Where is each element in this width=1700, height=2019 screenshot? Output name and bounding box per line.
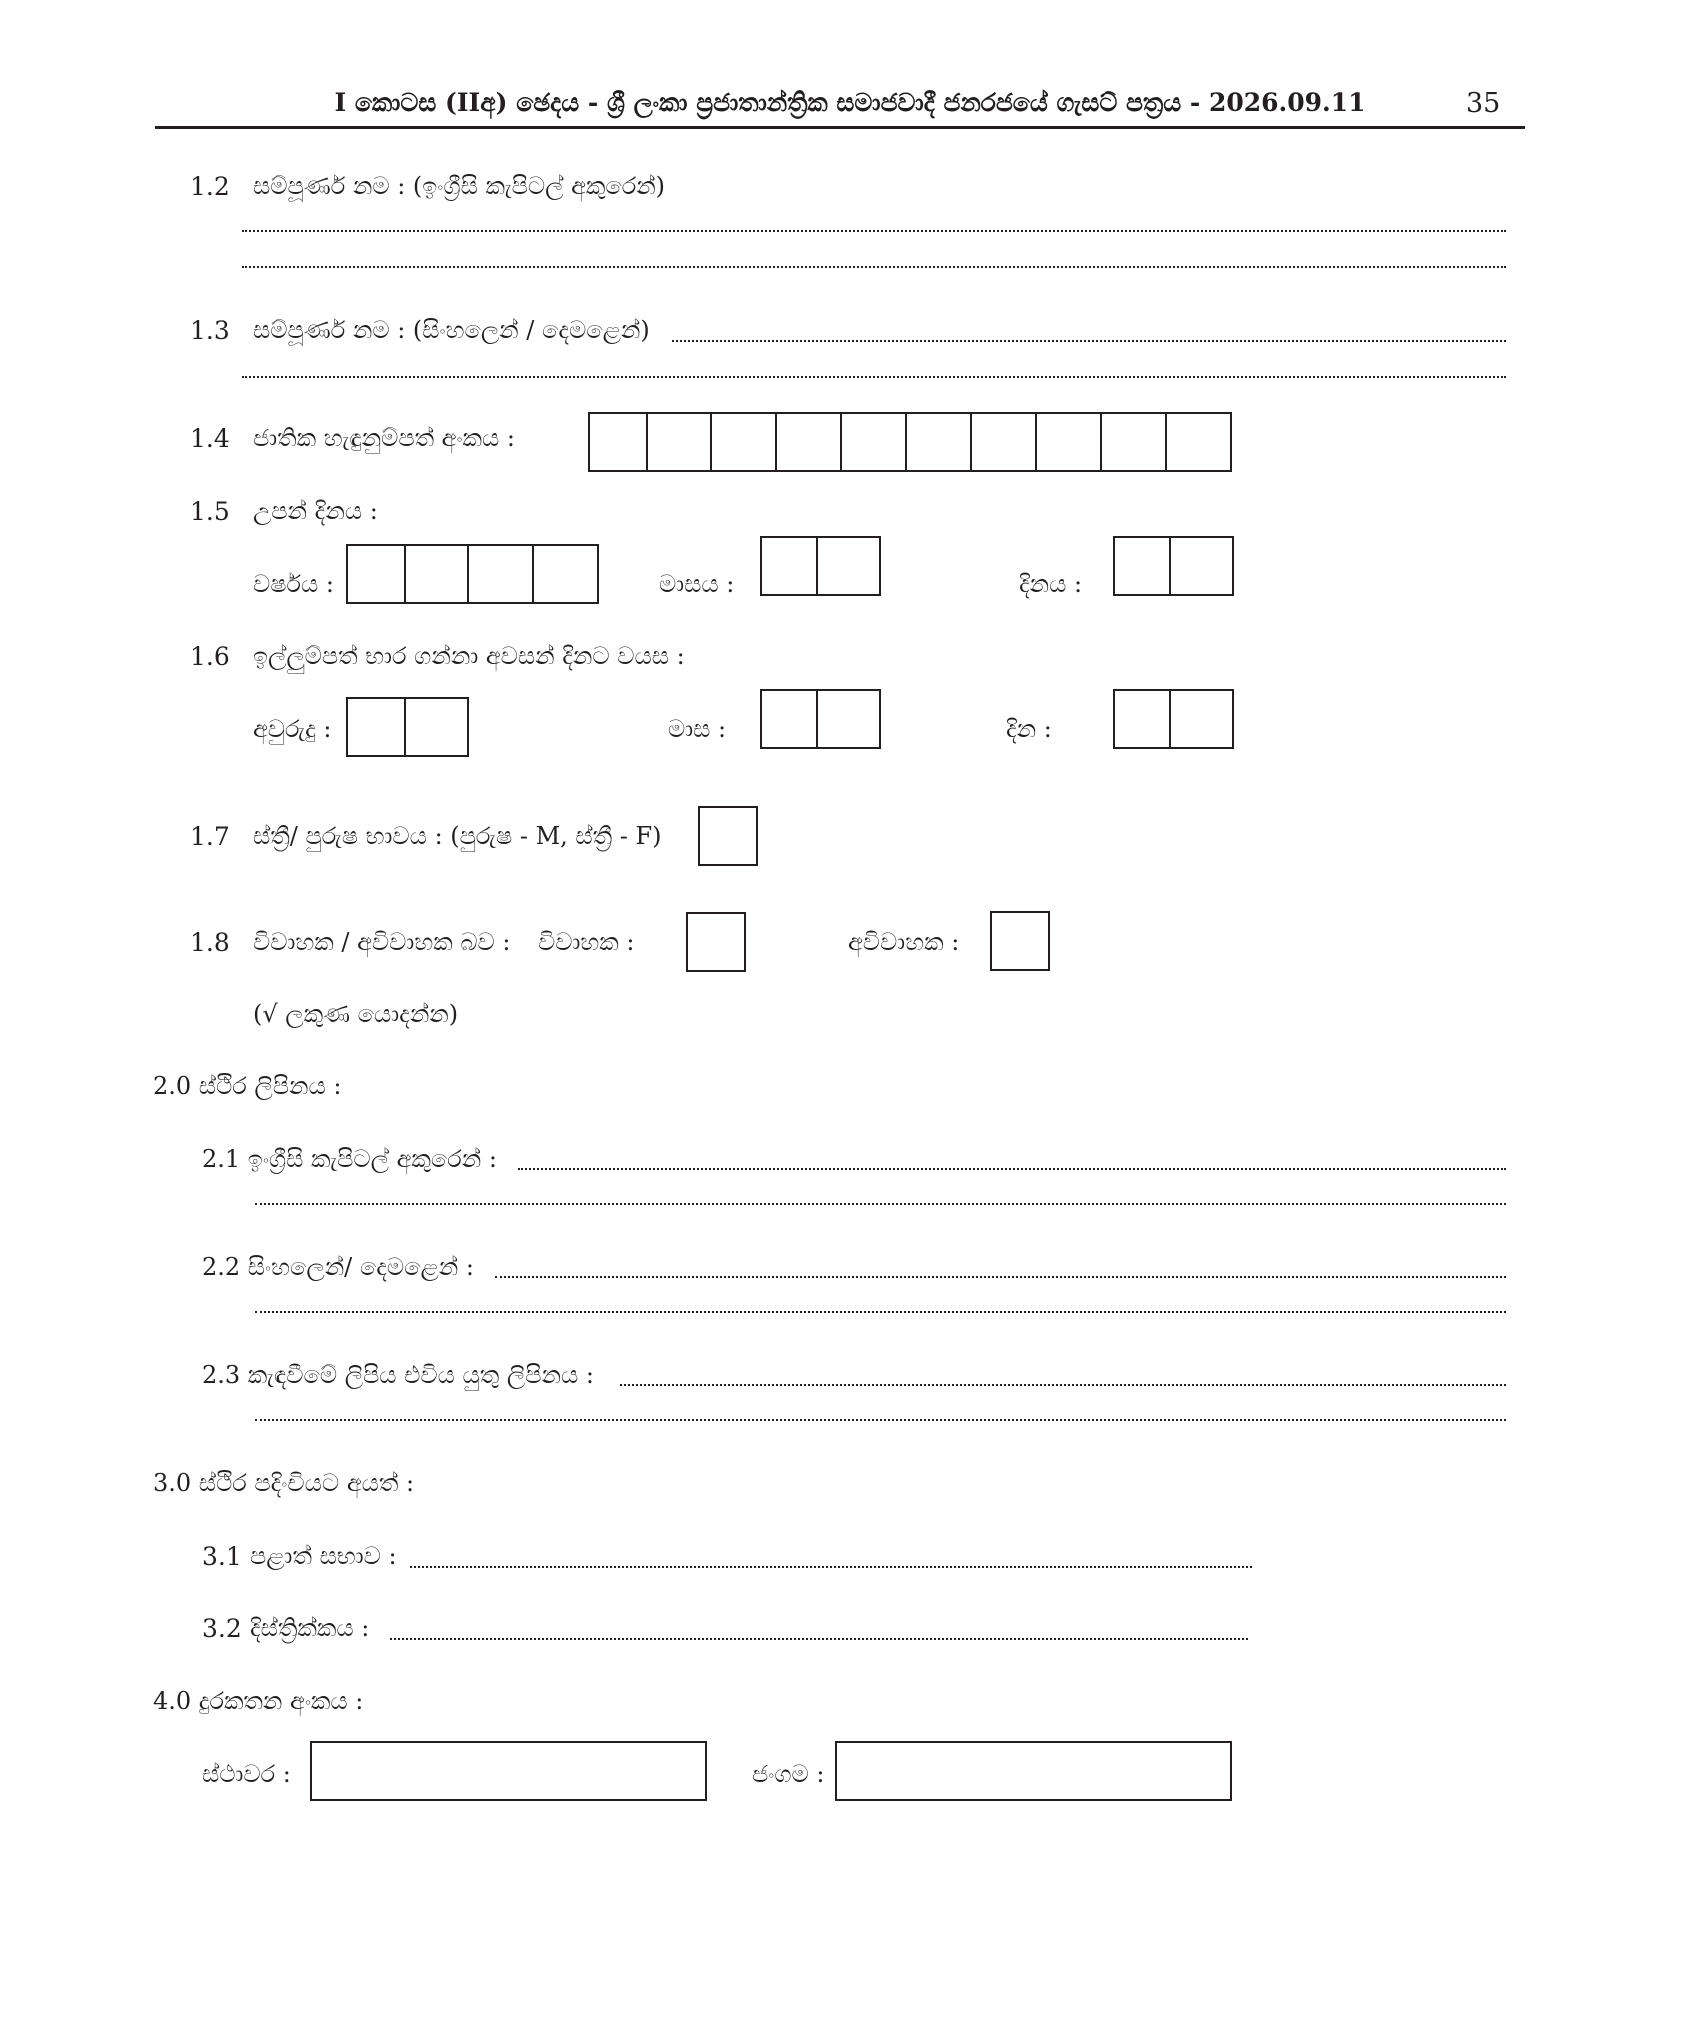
age-years-digit-box[interactable] — [346, 697, 406, 757]
gender-box[interactable] — [698, 806, 758, 866]
married-label: විවාහක : — [538, 928, 635, 956]
provincial-council-label: පළාත් සභාව : — [250, 1542, 397, 1570]
fixed-line-label: ස්ථාවර : — [202, 1760, 291, 1788]
district-line[interactable] — [390, 1638, 1248, 1640]
nic-digit-box[interactable] — [710, 412, 777, 472]
full-name-english-line-1[interactable] — [242, 230, 1506, 232]
nic-digit-box[interactable] — [588, 412, 648, 472]
mobile-input-box[interactable] — [835, 1741, 1232, 1801]
item-number-3-1: 3.1 — [202, 1542, 242, 1571]
address-english-label: 2.1 ඉංග්‍රීසි කැපිටල් අකුරෙන් : — [202, 1145, 497, 1173]
date-of-birth-label: උපන් දිනය : — [253, 497, 378, 525]
age-days-boxes — [1113, 689, 1234, 749]
address-sinhala-tamil-line-2[interactable] — [255, 1311, 1506, 1313]
dob-month-digit-box[interactable] — [816, 536, 881, 596]
married-checkbox[interactable] — [686, 912, 746, 972]
item-number-1-8: 1.8 — [190, 928, 230, 957]
dob-year-digit-box[interactable] — [404, 544, 469, 604]
dob-day-digit-box[interactable] — [1169, 536, 1234, 596]
dob-month-digit-box[interactable] — [760, 536, 818, 596]
permanent-residence-heading: 3.0 ස්ථිර පදිංචියට අයත් : — [153, 1469, 415, 1497]
tick-mark-note: (√ ලකුණ යොදන්න) — [253, 1000, 459, 1028]
full-name-english-line-2[interactable] — [242, 266, 1506, 268]
dob-day-digit-box[interactable] — [1113, 536, 1171, 596]
address-sinhala-tamil-label: 2.2 සිංහලෙන්/ දෙමළෙන් : — [202, 1253, 475, 1281]
nic-number-label: ජාතික හැඳුනුම්පත් අංකය : — [253, 424, 516, 452]
dob-year-label: වර්ෂය : — [253, 570, 334, 598]
correspondence-address-label: 2.3 කැඳවීමේ ලිපිය එවිය යුතු ලිපිනය : — [202, 1361, 594, 1389]
age-years-digit-box[interactable] — [404, 697, 469, 757]
gazette-header-title: I කොටස (IIඅ) ඡෙදය - ශ්‍රී ලංකා ප්‍රජාතාන්ත්‍රික සමාජවාදී ජනරජයේ ගැසට් පත්‍රය - 2026.09.11 — [334, 88, 1366, 117]
dob-month-label: මාසය : — [659, 570, 735, 598]
dob-year-boxes — [346, 544, 599, 604]
nic-digit-box[interactable] — [1165, 412, 1232, 472]
address-english-line-1[interactable] — [518, 1168, 1506, 1170]
item-number-1-6: 1.6 — [190, 642, 230, 671]
gender-label: ස්ත්‍රී/ පුරුෂ භාවය : (පුරුෂ - M, ස්ත්‍රී - F) — [253, 822, 662, 850]
dob-year-digit-box[interactable] — [532, 544, 599, 604]
age-months-boxes — [760, 689, 881, 749]
provincial-council-line[interactable] — [410, 1566, 1252, 1568]
age-days-digit-box[interactable] — [1169, 689, 1234, 749]
telephone-number-heading: 4.0 දුරකතන අංකය : — [153, 1687, 364, 1715]
item-number-1-5: 1.5 — [190, 497, 230, 526]
full-name-sinhala-tamil-line-2[interactable] — [242, 376, 1506, 378]
mobile-label: ජංගම : — [752, 1760, 825, 1788]
nic-digit-box[interactable] — [646, 412, 712, 472]
full-name-english-label: සම්පූර්ණ නම : (ඉංග්‍රීසි කැපිටල් අකුරෙන්) — [253, 172, 666, 200]
age-months-label: මාස : — [668, 715, 727, 743]
address-english-line-2[interactable] — [255, 1203, 1506, 1205]
unmarried-label: අවිවාහක : — [848, 928, 960, 956]
age-days-digit-box[interactable] — [1113, 689, 1171, 749]
age-years-boxes — [346, 697, 469, 757]
page-number: 35 — [1466, 88, 1501, 119]
correspondence-address-line-1[interactable] — [620, 1384, 1506, 1386]
permanent-address-heading: 2.0 ස්ථිර ලිපිනය : — [153, 1072, 342, 1100]
marital-status-label: විවාහක / අවිවාහක බව : — [253, 928, 511, 956]
full-name-sinhala-tamil-line-1[interactable] — [672, 340, 1506, 342]
nic-digit-box[interactable] — [840, 412, 907, 472]
item-number-1-7: 1.7 — [190, 822, 230, 851]
nic-number-boxes — [588, 412, 1232, 472]
age-months-digit-box[interactable] — [816, 689, 881, 749]
item-number-3-2: 3.2 — [202, 1614, 242, 1643]
age-months-digit-box[interactable] — [760, 689, 818, 749]
nic-digit-box[interactable] — [1100, 412, 1167, 472]
dob-month-boxes — [760, 536, 881, 596]
dob-day-label: දිනය : — [1019, 570, 1083, 598]
item-number-1-3: 1.3 — [190, 316, 230, 345]
correspondence-address-line-2[interactable] — [255, 1419, 1506, 1421]
address-sinhala-tamil-line-1[interactable] — [495, 1276, 1506, 1278]
header-rule — [155, 126, 1525, 129]
nic-digit-box[interactable] — [905, 412, 972, 472]
dob-year-digit-box[interactable] — [346, 544, 406, 604]
nic-digit-box[interactable] — [970, 412, 1037, 472]
fixed-line-input-box[interactable] — [310, 1741, 707, 1801]
district-label: දිස්ත්‍රික්කය : — [250, 1614, 370, 1642]
dob-year-digit-box[interactable] — [467, 544, 534, 604]
age-years-label: අවුරුදු : — [253, 715, 332, 743]
dob-day-boxes — [1113, 536, 1234, 596]
nic-digit-box[interactable] — [775, 412, 842, 472]
age-days-label: දින : — [1006, 715, 1052, 743]
item-number-1-2: 1.2 — [190, 172, 230, 201]
age-at-closing-date-label: ඉල්ලුම්පත් භාර ගන්නා අවසන් දිනට වයස : — [253, 642, 685, 670]
unmarried-checkbox[interactable] — [990, 911, 1050, 971]
full-name-sinhala-tamil-label: සම්පූර්ණ නම : (සිංහලෙන් / දෙමළෙන්) — [253, 316, 650, 344]
nic-digit-box[interactable] — [1035, 412, 1102, 472]
item-number-1-4: 1.4 — [190, 424, 230, 453]
